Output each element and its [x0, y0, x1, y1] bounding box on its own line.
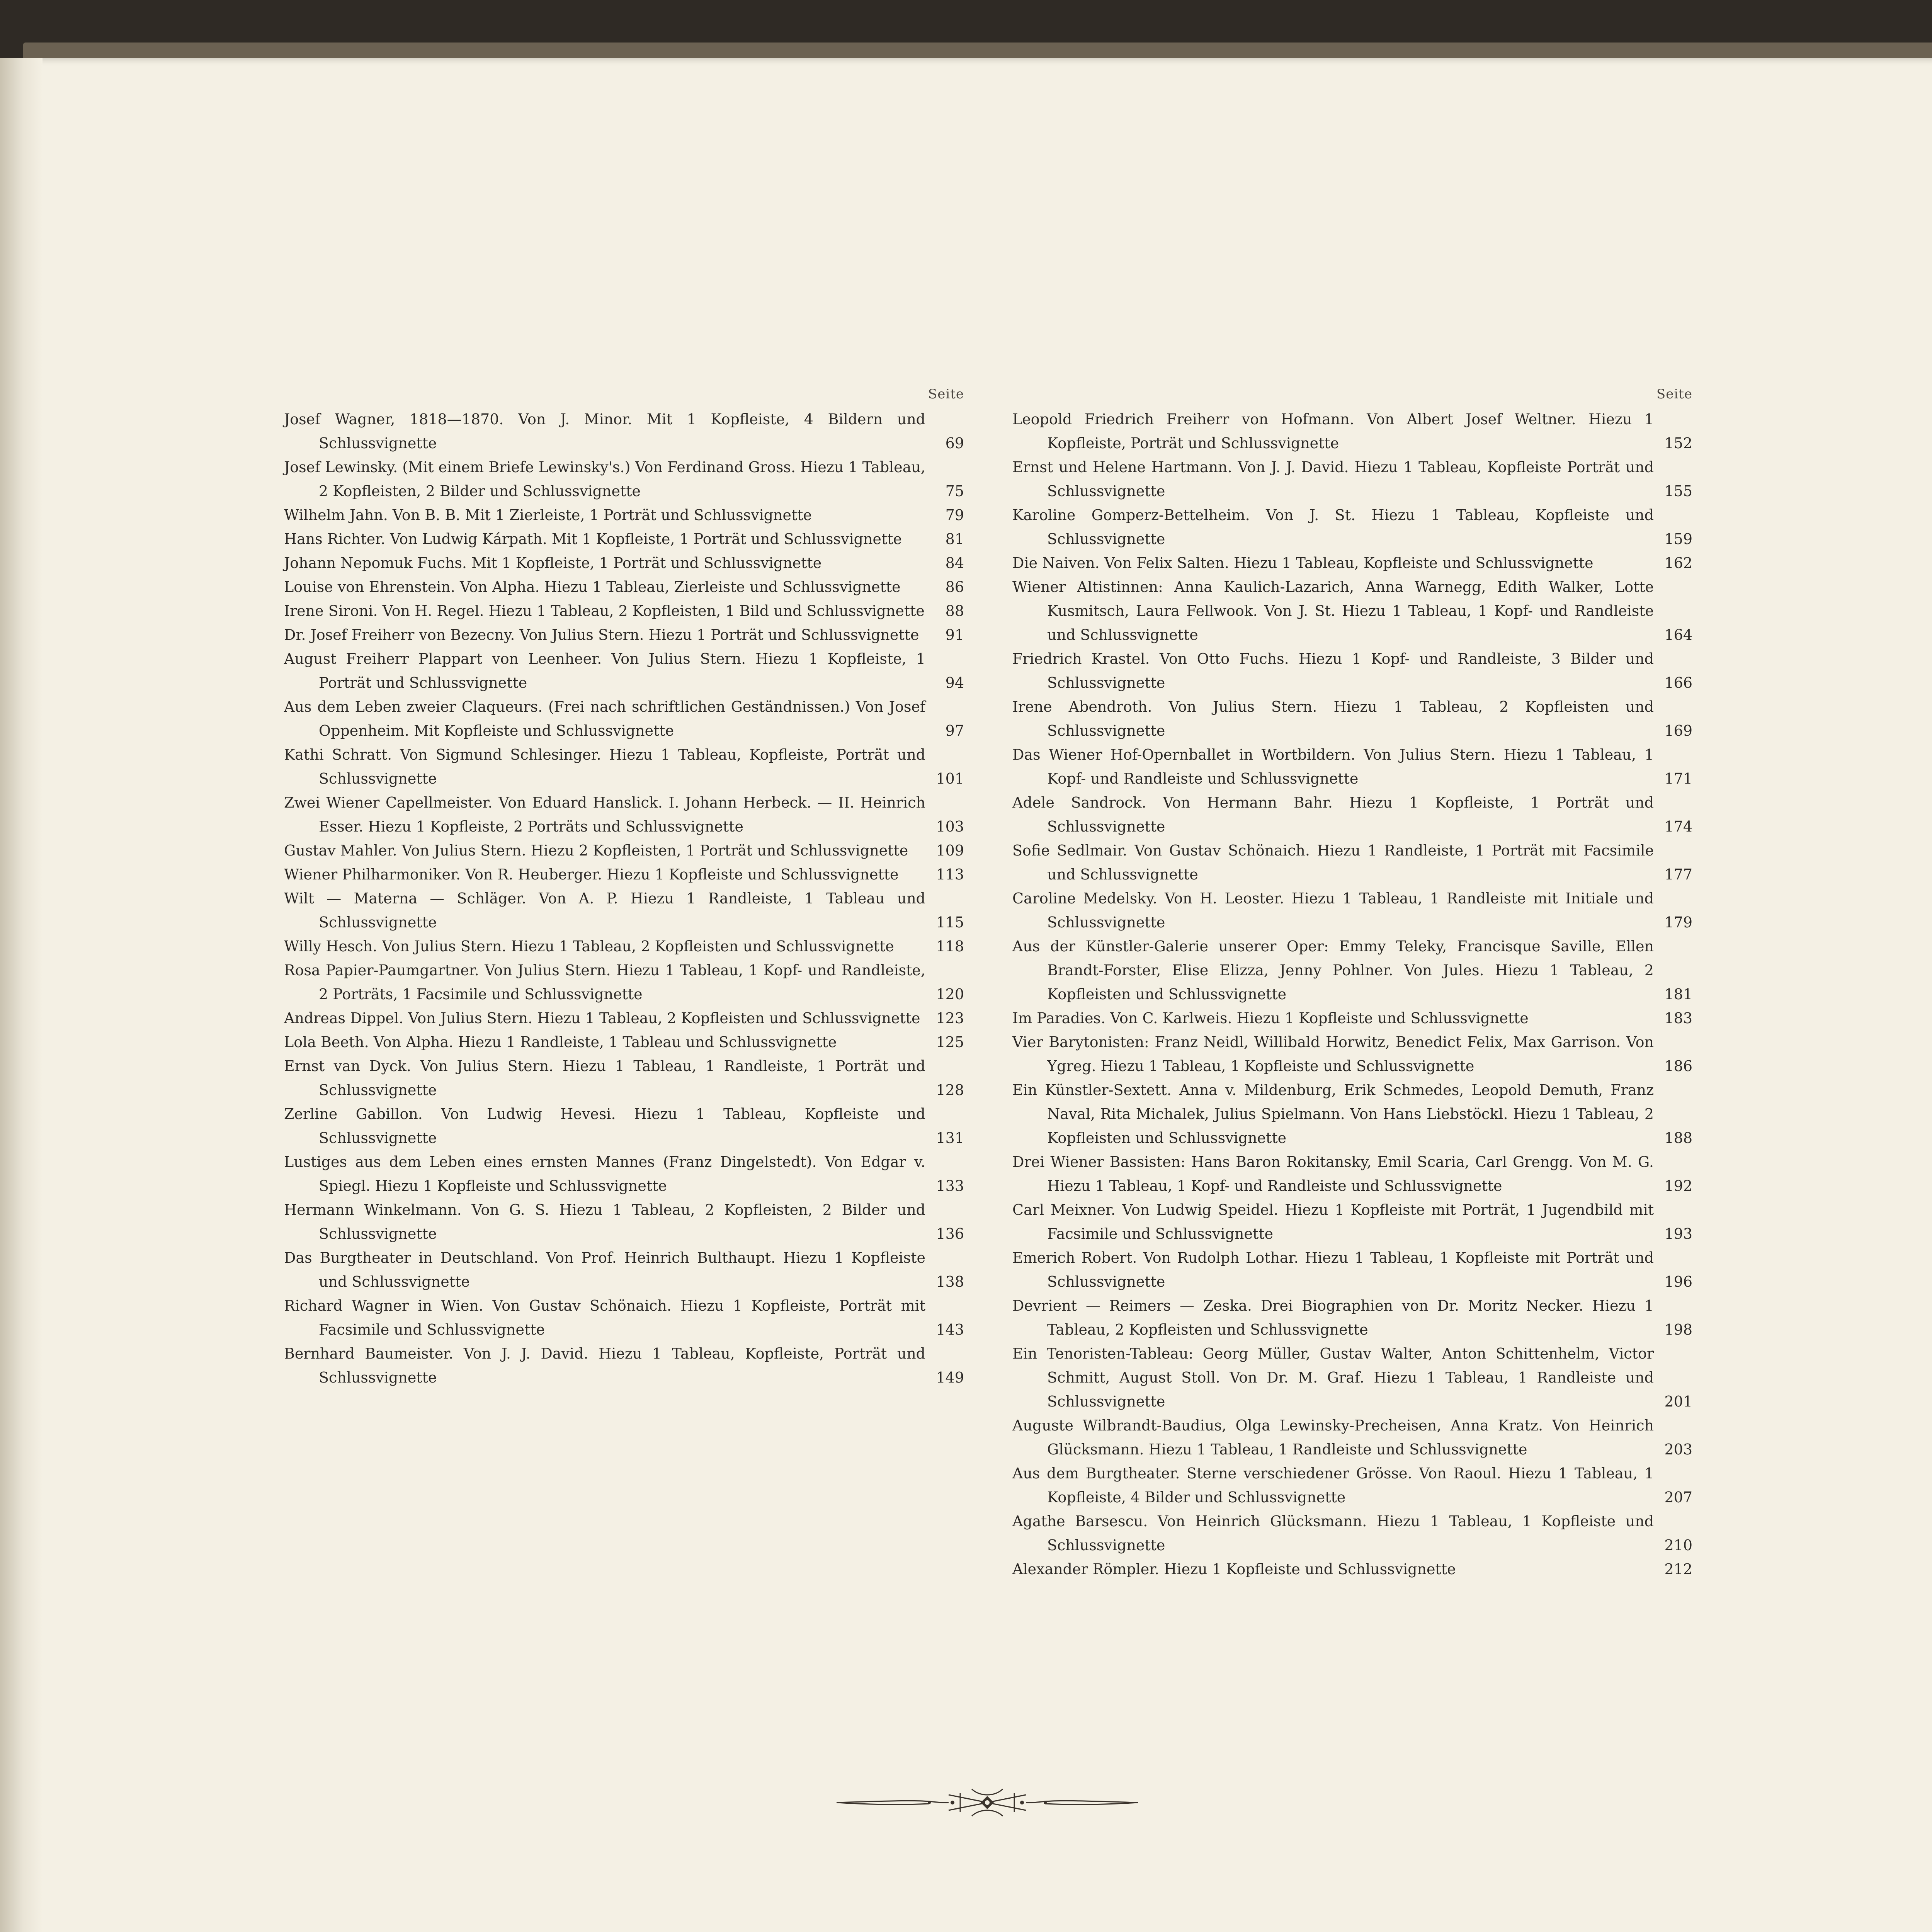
toc-entry-page-number: 94 — [945, 674, 964, 691]
toc-entry — [284, 791, 964, 838]
toc-entry-page-number: 207 — [1664, 1489, 1692, 1506]
toc-entry — [1012, 1198, 1692, 1246]
toc-entry-title: Leopold Friedrich Freiherr von Hofmann. Von Albert Josef Weltner. Hiezu 1 Kopfleiste, Porträt und Schlussvignette — [1012, 411, 1654, 452]
toc-entry — [284, 1342, 964, 1389]
toc-entry — [1012, 1509, 1692, 1557]
toc-entry-title: Auguste Wilbrandt-Baudius, Olga Lewinsky-Precheisen, Anna Kratz. Von Heinrich Glücksmann. Hiezu 1 Tableau, 1 Randleiste und Schlussvignette — [1012, 1417, 1654, 1458]
toc-entry-page-number: 164 — [1664, 626, 1692, 643]
toc-entry-page-number: 125 — [936, 1034, 964, 1051]
page-gutter — [0, 58, 43, 1932]
decorative-vignette-icon — [833, 1781, 1142, 1824]
toc-entry — [1012, 503, 1692, 551]
toc-entry — [1012, 455, 1692, 503]
toc-entry — [1012, 1342, 1692, 1413]
toc-entry-page-number: 79 — [945, 507, 964, 524]
toc-entry — [1012, 1294, 1692, 1342]
toc-entry-title: Lustiges aus dem Leben eines ernsten Mannes (Franz Dingelstedt). Von Edgar v. Spiegl. Hiezu 1 Kopfleiste und Schlussvignette — [284, 1153, 925, 1194]
toc-entry-page-number: 212 — [1664, 1561, 1692, 1578]
toc-entry-page-number: 97 — [945, 722, 964, 739]
toc-entry-title: August Freiherr Plappart von Leenheer. Von Julius Stern. Hiezu 1 Kopfleiste, 1 Porträt und Schlussvignette — [284, 650, 925, 691]
page-column-header: Seite — [928, 386, 964, 402]
toc-entry-title: Das Wiener Hof-Opernballet in Wortbildern. Von Julius Stern. Hiezu 1 Tableau, 1 Kopf- und Randleiste und Schlussvignette — [1012, 746, 1654, 787]
toc-entry-title: Das Burgtheater in Deutschland. Von Prof. Heinrich Bulthaupt. Hiezu 1 Kopfleiste und Schlussvignette — [284, 1249, 925, 1290]
toc-entry — [1012, 1030, 1692, 1078]
toc-entry — [1012, 575, 1692, 647]
toc-entry — [1012, 934, 1692, 1006]
toc-entry — [284, 647, 964, 695]
toc-entry-page-number: 174 — [1664, 818, 1692, 835]
toc-entry-title: Ein Tenoristen-Tableau: Georg Müller, Gustav Walter, Anton Schittenhelm, Victor Schmitt, August Stoll. Von Dr. M. Graf. Hiezu 1 Tableau, 1 Randleiste und Schlussvignette — [1012, 1345, 1654, 1410]
toc-entry-page-number: 171 — [1664, 770, 1692, 787]
toc-entry-title: Ein Künstler-Sextett. Anna v. Mildenburg, Erik Schmedes, Leopold Demuth, Franz Naval, Rita Michalek, Julius Spielmann. Von Hans Liebstöckl. Hiezu 1 Tableau, 2 Kopfleisten und Schlussvignette — [1012, 1082, 1654, 1146]
toc-entry-page-number: 159 — [1664, 531, 1692, 548]
toc-entry-page-number: 88 — [945, 602, 964, 619]
toc-entry — [284, 1006, 964, 1030]
toc-entry — [1012, 1557, 1692, 1581]
toc-entry-title: Die Naiven. Von Felix Salten. Hiezu 1 Tableau, Kopfleiste und Schlussvignette — [1012, 554, 1594, 571]
toc-entry-title: Wilhelm Jahn. Von B. B. Mit 1 Zierleiste, 1 Porträt und Schlussvignette — [284, 507, 812, 524]
toc-entry — [284, 599, 964, 623]
toc-entry-title: Vier Barytonisten: Franz Neidl, Willibald Horwitz, Benedict Felix, Max Garrison. Von Ygreg. Hiezu 1 Tableau, 1 Kopfleiste und Schlussvignette — [1012, 1034, 1654, 1075]
toc-entry — [284, 1198, 964, 1246]
toc-entry-title: Josef Wagner, 1818—1870. Von J. Minor. Mit 1 Kopfleiste, 4 Bildern und Schlussvignette — [284, 411, 925, 452]
toc-entry-title: Gustav Mahler. Von Julius Stern. Hiezu 2 Kopfleisten, 1 Porträt und Schlussvignette — [284, 842, 908, 859]
toc-entry-title: Dr. Josef Freiherr von Bezecny. Von Julius Stern. Hiezu 1 Porträt und Schlussvignette — [284, 626, 919, 643]
toc-entry-page-number: 143 — [936, 1321, 964, 1338]
toc-entry-page-number: 103 — [936, 818, 964, 835]
toc-entry-page-number: 75 — [945, 483, 964, 500]
toc-entry — [284, 934, 964, 958]
toc-entry — [284, 407, 964, 455]
toc-entry — [284, 527, 964, 551]
toc-entry-title: Friedrich Krastel. Von Otto Fuchs. Hiezu 1 Kopf- und Randleiste, 3 Bilder und Schlussvignette — [1012, 650, 1654, 691]
toc-entry-title: Wiener Altistinnen: Anna Kaulich-Lazarich, Anna Warnegg, Edith Walker, Lotte Kusmitsch, Laura Fellwook. Von J. St. Hiezu 1 Tableau, 1 Kopf- und Randleiste und Schlussvignette — [1012, 578, 1654, 643]
toc-entry-page-number: 177 — [1664, 866, 1692, 883]
toc-entry-title: Zwei Wiener Capellmeister. Von Eduard Hanslick. I. Johann Herbeck. — II. Heinrich Esser. Hiezu 1 Kopfleiste, 2 Porträts und Schlussvignette — [284, 794, 925, 835]
toc-entry-page-number: 86 — [945, 578, 964, 595]
toc-entry-title: Drei Wiener Bassisten: Hans Baron Rokitansky, Emil Scaria, Carl Grengg. Von M. G. Hiezu 1 Tableau, 1 Kopf- und Randleiste und Schlussvignette — [1012, 1153, 1654, 1194]
toc-entry — [1012, 647, 1692, 695]
toc-entry — [284, 1030, 964, 1054]
toc-entry-page-number: 179 — [1664, 914, 1692, 931]
toc-entry-title: Willy Hesch. Von Julius Stern. Hiezu 1 Tableau, 2 Kopfleisten und Schlussvignette — [284, 938, 894, 955]
toc-entry — [284, 862, 964, 886]
page-column-header: Seite — [1656, 386, 1692, 402]
toc-entry — [1012, 743, 1692, 791]
toc-entry-page-number: 193 — [1664, 1225, 1692, 1242]
toc-entry-page-number: 169 — [1664, 722, 1692, 739]
toc-entry-title: Andreas Dippel. Von Julius Stern. Hiezu 1 Tableau, 2 Kopfleisten und Schlussvignette — [284, 1010, 920, 1027]
toc-entry-title: Aus der Künstler-Galerie unserer Oper: Emmy Teleky, Francisque Saville, Ellen Brandt-Forster, Elise Elizza, Jenny Pohlner. Von Jules. Hiezu 1 Tableau, 2 Kopfleisten und Schlussvignette — [1012, 938, 1654, 1003]
toc-entry — [284, 1150, 964, 1198]
toc-entry-title: Aus dem Burgtheater. Sterne verschiedener Grösse. Von Raoul. Hiezu 1 Tableau, 1 Kopfleiste, 4 Bilder und Schlussvignette — [1012, 1465, 1654, 1506]
toc-entry-title: Wilt — Materna — Schläger. Von A. P. Hiezu 1 Randleiste, 1 Tableau und Schlussvignette — [284, 890, 925, 931]
toc-entry — [284, 1054, 964, 1102]
toc-entry-page-number: 210 — [1664, 1537, 1692, 1554]
toc-entry-page-number: 123 — [936, 1010, 964, 1027]
toc-entry — [284, 455, 964, 503]
toc-entry-title: Irene Sironi. Von H. Regel. Hiezu 1 Tableau, 2 Kopfleisten, 1 Bild und Schlussvignette — [284, 602, 925, 619]
toc-entry-page-number: 131 — [936, 1129, 964, 1146]
toc-entry — [1012, 1246, 1692, 1294]
toc-entry-page-number: 91 — [945, 626, 964, 643]
toc-entry-title: Emerich Robert. Von Rudolph Lothar. Hiezu 1 Tableau, 1 Kopfleiste mit Porträt und Schlussvignette — [1012, 1249, 1654, 1290]
toc-entry-title: Lola Beeth. Von Alpha. Hiezu 1 Randleiste, 1 Tableau und Schlussvignette — [284, 1034, 837, 1051]
toc-entry-page-number: 81 — [945, 531, 964, 548]
toc-entry-page-number: 162 — [1664, 554, 1692, 571]
toc-entry — [284, 623, 964, 647]
toc-entry-title: Karoline Gomperz-Bettelheim. Von J. St. Hiezu 1 Tableau, Kopfleiste und Schlussvignette — [1012, 507, 1654, 548]
toc-entry-title: Rosa Papier-Paumgartner. Von Julius Stern. Hiezu 1 Tableau, 1 Kopf- und Randleiste, 2 Porträts, 1 Facsimile und Schlussvignette — [284, 962, 925, 1003]
toc-entry-page-number: 101 — [936, 770, 964, 787]
toc-entry-title: Kathi Schratt. Von Sigmund Schlesinger. Hiezu 1 Tableau, Kopfleiste, Porträt und Schlussvignette — [284, 746, 925, 787]
toc-entry-page-number: 166 — [1664, 674, 1692, 691]
toc-entry-title: Caroline Medelsky. Von H. Leoster. Hiezu 1 Tableau, 1 Randleiste mit Initiale und Schlussvignette — [1012, 890, 1654, 931]
toc-entry-page-number: 192 — [1664, 1177, 1692, 1194]
toc-entry — [1012, 886, 1692, 934]
toc-entry — [284, 551, 964, 575]
toc-entry — [284, 958, 964, 1006]
toc-entry-title: Carl Meixner. Von Ludwig Speidel. Hiezu 1 Kopfleiste mit Porträt, 1 Jugendbild mit Facsimile und Schlussvignette — [1012, 1201, 1654, 1242]
toc-entry-page-number: 115 — [936, 914, 964, 931]
toc-entry — [1012, 791, 1692, 838]
toc-entry-title: Aus dem Leben zweier Claqueurs. (Frei nach schriftlichen Geständnissen.) Von Josef Oppenheim. Mit Kopfleiste und Schlussvignette — [284, 698, 925, 739]
toc-entry — [1012, 838, 1692, 886]
toc-entry-title: Agathe Barsescu. Von Heinrich Glücksmann. Hiezu 1 Tableau, 1 Kopfleiste und Schlussvignette — [1012, 1513, 1654, 1554]
toc-entry-page-number: 138 — [936, 1273, 964, 1290]
toc-entry — [284, 1102, 964, 1150]
toc-entry-title: Ernst und Helene Hartmann. Von J. J. David. Hiezu 1 Tableau, Kopfleiste Porträt und Schlussvignette — [1012, 459, 1654, 500]
toc-column-left — [284, 386, 964, 1389]
toc-entry-page-number: 109 — [936, 842, 964, 859]
toc-entry-title: Alexander Römpler. Hiezu 1 Kopfleiste und Schlussvignette — [1012, 1561, 1456, 1578]
toc-entry-title: Hermann Winkelmann. Von G. S. Hiezu 1 Tableau, 2 Kopfleisten, 2 Bilder und Schlussvignette — [284, 1201, 925, 1242]
toc-entry-title: Im Paradies. Von C. Karlweis. Hiezu 1 Kopfleiste und Schlussvignette — [1012, 1010, 1529, 1027]
toc-entry-title: Richard Wagner in Wien. Von Gustav Schönaich. Hiezu 1 Kopfleiste, Porträt mit Facsimile und Schlussvignette — [284, 1297, 925, 1338]
toc-entry — [1012, 695, 1692, 743]
toc-entry-title: Irene Abendroth. Von Julius Stern. Hiezu 1 Tableau, 2 Kopfleisten und Schlussvignette — [1012, 698, 1654, 739]
toc-entry — [1012, 1006, 1692, 1030]
toc-entry — [284, 743, 964, 791]
toc-entry — [284, 1294, 964, 1342]
toc-entry — [284, 695, 964, 743]
toc-entry-title: Wiener Philharmoniker. Von R. Heuberger. Hiezu 1 Kopfleiste und Schlussvignette — [284, 866, 899, 883]
toc-entry — [284, 503, 964, 527]
toc-entry-title: Adele Sandrock. Von Hermann Bahr. Hiezu 1 Kopfleiste, 1 Porträt und Schlussvignette — [1012, 794, 1654, 835]
toc-entry-page-number: 84 — [945, 554, 964, 571]
toc-entry — [284, 1246, 964, 1294]
toc-entry-page-number: 196 — [1664, 1273, 1692, 1290]
toc-entry — [1012, 407, 1692, 455]
toc-entry — [284, 886, 964, 934]
toc-entry-title: Louise von Ehrenstein. Von Alpha. Hiezu 1 Tableau, Zierleiste und Schlussvignette — [284, 578, 901, 595]
toc-entry-page-number: 181 — [1664, 986, 1692, 1003]
toc-entry — [1012, 1461, 1692, 1509]
toc-entry-page-number: 186 — [1664, 1058, 1692, 1075]
toc-entry — [1012, 1150, 1692, 1198]
toc-entry-page-number: 133 — [936, 1177, 964, 1194]
toc-entry-title: Bernhard Baumeister. Von J. J. David. Hiezu 1 Tableau, Kopfleiste, Porträt und Schlussvignette — [284, 1345, 925, 1386]
toc-entry-title: Devrient — Reimers — Zeska. Drei Biographien von Dr. Moritz Necker. Hiezu 1 Tableau, 2 Kopfleisten und Schlussvignette — [1012, 1297, 1654, 1338]
toc-entry — [1012, 1078, 1692, 1150]
toc-entry-page-number: 69 — [945, 435, 964, 452]
toc-entry-title: Johann Nepomuk Fuchs. Mit 1 Kopfleiste, 1 Porträt und Schlussvignette — [284, 554, 822, 571]
toc-entry-page-number: 183 — [1664, 1010, 1692, 1027]
toc-column-right — [1012, 386, 1692, 1581]
toc-entry-page-number: 155 — [1664, 483, 1692, 500]
toc-entry-title: Josef Lewinsky. (Mit einem Briefe Lewinsky's.) Von Ferdinand Gross. Hiezu 1 Tableau, 2 Kopfleisten, 2 Bilder und Schlussvignette — [284, 459, 925, 500]
toc-entry-title: Sofie Sedlmair. Von Gustav Schönaich. Hiezu 1 Randleiste, 1 Porträt mit Facsimile und Schlussvignette — [1012, 842, 1654, 883]
toc-entry — [1012, 1413, 1692, 1461]
toc-entry — [284, 838, 964, 862]
toc-entry-page-number: 113 — [936, 866, 964, 883]
toc-entry-title: Zerline Gabillon. Von Ludwig Hevesi. Hiezu 1 Tableau, Kopfleiste und Schlussvignette — [284, 1105, 925, 1146]
toc-entry-page-number: 120 — [936, 986, 964, 1003]
toc-entry-page-number: 188 — [1664, 1129, 1692, 1146]
toc-entry — [1012, 551, 1692, 575]
toc-entry-page-number: 152 — [1664, 435, 1692, 452]
toc-entry — [284, 575, 964, 599]
toc-entry-page-number: 198 — [1664, 1321, 1692, 1338]
toc-entry-page-number: 201 — [1664, 1393, 1692, 1410]
toc-entry-title: Ernst van Dyck. Von Julius Stern. Hiezu 1 Tableau, 1 Randleiste, 1 Porträt und Schlussvignette — [284, 1058, 925, 1099]
toc-entry-page-number: 128 — [936, 1082, 964, 1099]
toc-entry-page-number: 149 — [936, 1369, 964, 1386]
toc-entry-page-number: 136 — [936, 1225, 964, 1242]
toc-entry-title: Hans Richter. Von Ludwig Kárpath. Mit 1 Kopfleiste, 1 Porträt und Schlussvignette — [284, 531, 902, 548]
toc-entry-page-number: 203 — [1664, 1441, 1692, 1458]
toc-entry-page-number: 118 — [936, 938, 964, 955]
